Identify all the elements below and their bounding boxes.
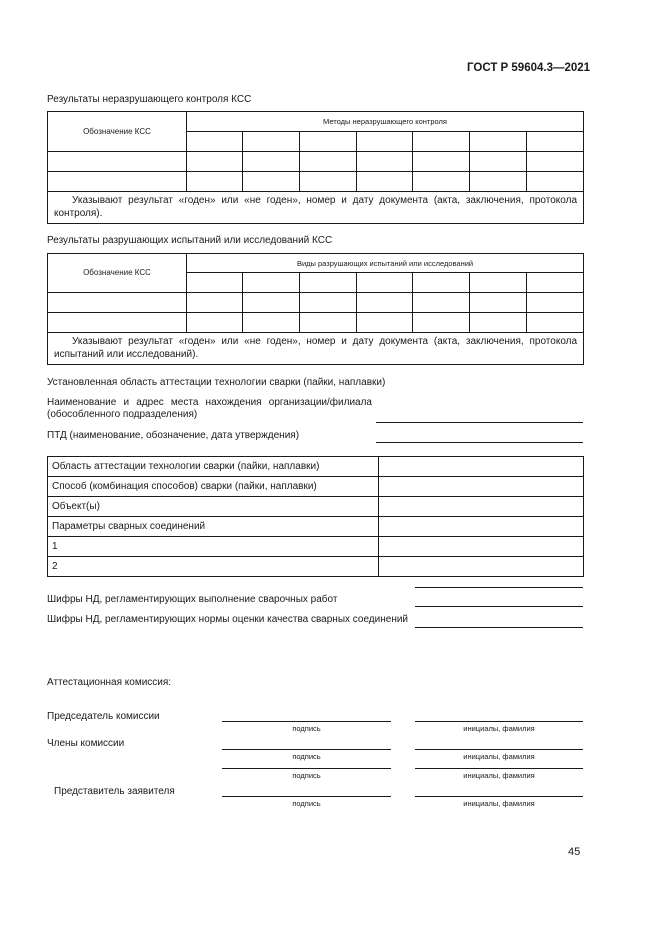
area-row-label: 2	[48, 557, 379, 577]
member1-sign-caption: подпись	[292, 752, 321, 761]
dt-method-cell[interactable]	[357, 273, 413, 293]
dt-cell[interactable]	[48, 313, 187, 333]
chair-label: Председатель комиссии	[47, 711, 160, 722]
scope-label: Установленная область аттестации технологии сварки (пайки, наплавки)	[47, 377, 386, 388]
table-row	[48, 172, 584, 192]
member1-name-caption: инициалы, фамилия	[463, 752, 535, 761]
ndt-cell[interactable]	[48, 172, 187, 192]
ndt-method-cell[interactable]	[243, 132, 300, 152]
ptd-input-line[interactable]	[376, 442, 583, 443]
ndt-cell[interactable]	[187, 172, 243, 192]
work-codes-label: Шифры НД, регламентирующих выполнение сварочных работ	[47, 594, 338, 605]
dt-method-cell[interactable]	[527, 273, 584, 293]
dt-cell[interactable]	[470, 293, 527, 313]
ndt-cell[interactable]	[300, 172, 357, 192]
table-row	[48, 313, 584, 333]
chair-sign-caption: подпись	[292, 724, 321, 733]
dt-cell[interactable]	[470, 313, 527, 333]
dt-note-text: Указывают результат «годен» или «не годен», номер и дату документа (акта, заключения, протокола испытаний или исследований).	[54, 336, 578, 360]
quality-codes-label: Шифры НД, регламентирующих нормы оценки качества сварных соединений	[47, 614, 409, 625]
member1-signature-line[interactable]	[222, 749, 391, 750]
table-row	[48, 293, 584, 313]
dt-results-table	[47, 253, 584, 365]
member2-name-caption: инициалы, фамилия	[463, 771, 535, 780]
dt-cell[interactable]	[187, 313, 243, 333]
org-label-line2: (обособленного подразделения)	[47, 409, 198, 420]
dt-cell[interactable]	[243, 293, 300, 313]
chair-name-caption: инициалы, фамилия	[463, 724, 535, 733]
ndt-cell[interactable]	[243, 152, 300, 172]
dt-cell[interactable]	[413, 313, 470, 333]
table-row	[48, 152, 584, 172]
area-row-value[interactable]	[379, 537, 584, 557]
table-row	[48, 537, 584, 557]
area-row-value[interactable]	[379, 557, 584, 577]
ndt-method-cell[interactable]	[413, 132, 470, 152]
dt-note	[48, 333, 584, 365]
ndt-method-cell[interactable]	[357, 132, 413, 152]
area-row-value[interactable]	[379, 517, 584, 537]
table-row	[48, 517, 584, 537]
attestation-area-table	[47, 456, 584, 577]
dt-cell[interactable]	[527, 313, 584, 333]
area-row-label: 1	[48, 537, 379, 557]
ndt-cell[interactable]	[357, 152, 413, 172]
ndt-note-text: Указывают результат «годен» или «не годен», номер и дату документа (акта, заключения, протокола контроля).	[54, 195, 578, 219]
work-codes-input-line[interactable]	[415, 606, 583, 607]
dt-method-cell[interactable]	[187, 273, 243, 293]
applicant-name-caption: инициалы, фамилия	[463, 799, 535, 808]
dt-cell[interactable]	[187, 293, 243, 313]
ndt-section-title: Результаты неразрушающего контроля КСС	[47, 94, 252, 105]
applicant-name-line[interactable]	[415, 796, 583, 797]
ndt-method-cell[interactable]	[187, 132, 243, 152]
applicant-sign-caption: подпись	[292, 799, 321, 808]
applicant-label: Представитель заявителя	[54, 786, 175, 797]
ndt-cell[interactable]	[470, 172, 527, 192]
dt-cell[interactable]	[243, 313, 300, 333]
dt-cell[interactable]	[300, 313, 357, 333]
chair-signature-line[interactable]	[222, 721, 391, 722]
dt-section-title: Результаты разрушающих испытаний или исследований КСС	[47, 235, 333, 246]
ptd-label: ПТД (наименование, обозначение, дата утверждения)	[47, 430, 300, 441]
ndt-note	[48, 192, 584, 224]
dt-method-cell[interactable]	[413, 273, 470, 293]
ndt-cell[interactable]	[300, 152, 357, 172]
dt-cell[interactable]	[300, 293, 357, 313]
table-row	[48, 497, 584, 517]
table-row	[48, 477, 584, 497]
members-label: Члены комиссии	[47, 738, 125, 749]
codes-top-line	[415, 587, 583, 588]
commission-title: Аттестационная комиссия:	[47, 677, 172, 688]
page-number: 45	[568, 846, 581, 858]
dt-methods-header: Виды разрушающих испытаний или исследований	[187, 254, 584, 273]
ndt-cell[interactable]	[413, 172, 470, 192]
area-row-label: Параметры сварных соединений	[48, 517, 379, 537]
ndt-cell[interactable]	[413, 152, 470, 172]
ndt-methods-header: Методы неразрушающего контроля	[187, 112, 584, 132]
ndt-cell[interactable]	[357, 172, 413, 192]
member2-name-line[interactable]	[415, 768, 583, 769]
dt-cell[interactable]	[527, 293, 584, 313]
org-label-line1: Наименование и адрес места нахождения организации/филиала	[47, 397, 372, 408]
ndt-method-cell[interactable]	[470, 132, 527, 152]
area-row-label: Способ (комбинация способов) сварки (пайки, наплавки)	[48, 477, 379, 497]
ndt-cell[interactable]	[243, 172, 300, 192]
applicant-signature-line[interactable]	[222, 796, 391, 797]
member2-signature-line[interactable]	[222, 768, 391, 769]
ndt-cell[interactable]	[527, 172, 584, 192]
ndt-cell[interactable]	[527, 152, 584, 172]
dt-cell[interactable]	[357, 313, 413, 333]
area-row-label: Область аттестации технологии сварки (пайки, наплавки)	[48, 457, 379, 477]
ndt-cell[interactable]	[470, 152, 527, 172]
area-row-value[interactable]	[379, 477, 584, 497]
ndt-method-cell[interactable]	[300, 132, 357, 152]
org-input-line[interactable]	[376, 422, 583, 423]
chair-name-line[interactable]	[415, 721, 583, 722]
ndt-cell[interactable]	[48, 152, 187, 172]
ndt-results-table	[47, 111, 584, 224]
dt-method-cell[interactable]	[300, 273, 357, 293]
dt-col-designation: Обозначение КСС	[48, 254, 187, 293]
ndt-col-designation: Обозначение КСС	[48, 112, 187, 152]
dt-method-cell[interactable]	[470, 273, 527, 293]
member2-sign-caption: подпись	[292, 771, 321, 780]
quality-codes-input-line[interactable]	[415, 627, 583, 628]
document-id: ГОСТ Р 59604.3—2021	[467, 62, 591, 74]
area-row-value[interactable]	[379, 497, 584, 517]
dt-cell[interactable]	[357, 293, 413, 313]
table-row	[48, 557, 584, 577]
ndt-method-cell[interactable]	[527, 132, 584, 152]
area-row-value[interactable]	[379, 457, 584, 477]
area-row-label: Объект(ы)	[48, 497, 379, 517]
dt-cell[interactable]	[48, 293, 187, 313]
member1-name-line[interactable]	[415, 749, 583, 750]
dt-method-cell[interactable]	[243, 273, 300, 293]
dt-cell[interactable]	[413, 293, 470, 313]
table-row	[48, 457, 584, 477]
ndt-cell[interactable]	[187, 152, 243, 172]
